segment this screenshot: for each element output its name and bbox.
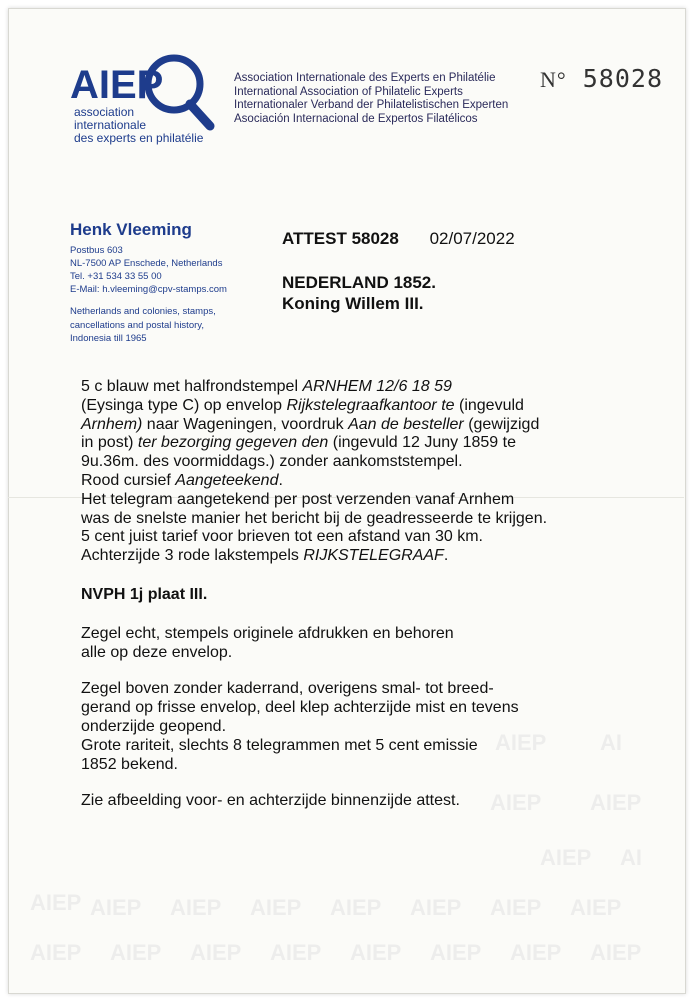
description-line: Achterzijde 3 rode lakstempels RIJKSTELEGRAAF. (81, 547, 449, 565)
condition-line: Grote rariteit, slechts 8 telegrammen met 5 cent emissie (81, 736, 478, 754)
condition-line: 1852 bekend. (81, 755, 178, 773)
attest-title: ATTEST 58028 (282, 229, 399, 248)
description-line: Rood cursief Aangeteekend. (81, 471, 283, 489)
description-line: Arnhem) naar Wageningen, voordruk Aan de besteller (gewijzigd (81, 415, 540, 433)
description-line: was de snelste manier het bericht bij de geadresseerde te krijgen. (81, 509, 548, 527)
logo-line-2: internationale (74, 118, 147, 132)
association-name-es: Asociación Internacional de Expertos Filatélicos (234, 112, 478, 125)
condition-line: gerand op frisse envelop, deel klep achterzijde mist en tevens (81, 699, 519, 717)
expert-email: E-Mail: h.vleeming@cpv-stamps.com (70, 284, 227, 295)
certificate-number-value: 58028 (582, 64, 664, 93)
catalogue-reference: NVPH 1j plaat III. (81, 585, 208, 603)
closing-line: Zie afbeelding voor- en achterzijde binnenzijde attest. (81, 792, 460, 810)
association-name-fr: Association Internationale des Experts en Philatélie (234, 72, 496, 84)
expert-specialty-line: Indonesia till 1965 (70, 333, 147, 344)
certificate-number-label: N° (540, 67, 567, 92)
expert-address-line: Postbus 603 (70, 245, 123, 256)
association-name-de: Internationaler Verband der Philatelistischen Experten (234, 99, 509, 111)
expert-phone: Tel. +31 534 33 55 00 (70, 271, 162, 282)
attest-header (282, 229, 515, 249)
association-name-en: International Association of Philatelic Experts (234, 85, 463, 98)
association-names (234, 72, 508, 126)
opinion-line: Zegel echt, stempels originele afdrukken en behoren (81, 624, 454, 642)
condition-line: onderzijde geopend. (81, 717, 227, 735)
heading-subject: Koning Willem III. (282, 294, 424, 313)
logo-mark: AIEP (70, 63, 164, 107)
description-line: 5 c blauw met halfrondstempel ARNHEM 12/6 18 59 (81, 378, 452, 395)
expert-block (70, 220, 227, 346)
description-line: 5 cent juist tarief voor brieven tot een afstand van 30 km. (81, 528, 483, 546)
expert-name: Henk Vleeming (70, 220, 192, 239)
expert-address-line: NL-7500 AP Enschede, Netherlands (70, 258, 223, 269)
description-line: in post) ter bezorging gegeven den (ingevuld 12 Juny 1859 te (81, 434, 516, 452)
heading (282, 272, 436, 314)
attest-date: 02/07/2022 (429, 229, 515, 248)
logo-line-3: des experts en philatélie (74, 131, 204, 145)
description-line: (Eysinga type C) op envelop Rijkstelegraafkantoor te (ingevuld (81, 396, 524, 414)
expert-specialty-line: cancellations and postal history, (70, 319, 204, 331)
heading-country: NEDERLAND 1852. (282, 273, 436, 292)
condition-line: Zegel boven zonder kaderrand, overigens smal- tot breed- (81, 680, 494, 698)
logo-line-1: association (74, 105, 135, 119)
expert-specialty-line: Netherlands and colonies, stamps, (70, 306, 216, 317)
certificate-number (540, 64, 663, 93)
description-line: 9u.36m. des voormiddags.) zonder aankomststempel. (81, 453, 463, 471)
opinion-line: alle op deze envelop. (81, 643, 233, 661)
certificate-body (81, 378, 641, 811)
description-line: Het telegram aangetekend per post verzenden vanaf Arnhem (81, 490, 515, 508)
